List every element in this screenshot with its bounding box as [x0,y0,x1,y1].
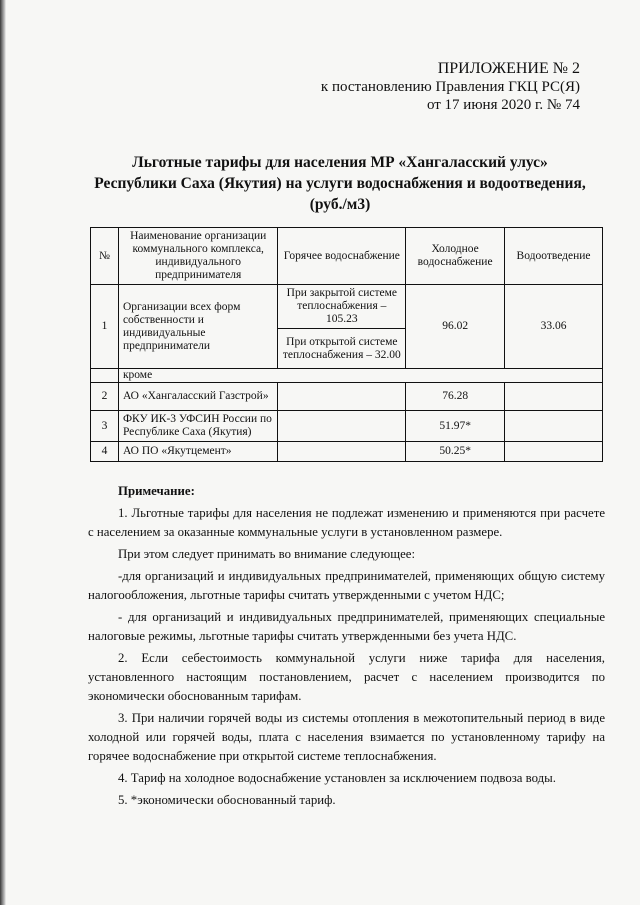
header-drain: Водоотведение [505,228,603,285]
note-paragraph: - для организаций и индивидуальных предпринимателей, применяющих специальные налоговые режимы, льготные тарифы считать утвержденными без учета НДС. [88,610,605,643]
row2-cold: 76.28 [406,383,505,411]
row1-drain: 33.06 [505,285,603,369]
document-title [90,152,590,215]
appendix-number: ПРИЛОЖЕНИЕ № 2 [437,60,580,77]
note-paragraph: 2. Если себестоимость коммунальной услуги ниже тарифа для населения, установленного настоящим постановлением, расчет с населением производится по экономически обоснованным тарифам. [88,651,605,703]
tariff-table [90,227,603,462]
note-paragraph: -для организаций и индивидуальных предпринимателей, применяющих общую систему налогообложения, льготные тарифы считать утвержденными с учетом НДС; [88,569,605,602]
note-paragraph: 5. *экономически обоснованный тариф. [118,793,336,807]
row2-drain [505,383,603,411]
row4-org: АО ПО «Якутцемент» [118,442,278,462]
row2-org: АО «Хангаласский Газстрой» [118,383,278,411]
table-row [91,285,603,329]
row3-drain [505,411,603,442]
table-row [91,411,603,442]
table-header-row [91,228,603,285]
row3-num: 3 [91,411,119,442]
row4-cold: 50.25* [406,442,505,462]
note-paragraph: При этом следует принимать во внимание следующее: [118,547,415,561]
row3-hot [278,411,406,442]
row1-hot-closed: При закрытой системе теплоснабжения – 105.23 [278,285,406,329]
row1-cold: 96.02 [406,285,505,369]
header-hot: Горячее водоснабжение [278,228,406,285]
row3-org: ФКУ ИК-3 УФСИН России по Республике Саха (Якутия) [118,411,278,442]
title-line-1: Льготные тарифы для населения МР «Хангаласский улус» [132,154,548,171]
row4-hot [278,442,406,462]
notes-heading: Примечание: [118,484,195,498]
title-line-2: Республики Саха (Якутия) на услуги водоснабжения и водоотведения, [94,175,586,192]
row2-num: 2 [91,383,119,411]
row2-hot [278,383,406,411]
table-row [91,369,603,383]
appendix-date: от 17 июня 2020 г. № 74 [426,97,580,113]
appendix-header [321,60,580,114]
title-line-3: (руб./м3) [309,196,371,213]
header-cold: Холодное водоснабжение [406,228,505,285]
row4-num: 4 [91,442,119,462]
row3-cold: 51.97* [406,411,505,442]
row1-org: Организации всех форм собственности и индивидуальные предприниматели [118,285,278,369]
header-org: Наименование организации коммунального комплекса, индивидуального предпринимателя [118,228,278,285]
note-paragraph: 4. Тариф на холодное водоснабжение установлен за исключением подвоза воды. [118,771,556,785]
table-row [91,442,603,462]
note-paragraph: 3. При наличии горячей воды из системы отопления в межотопительный период в виде холодной или горячей воды, плата с населения взимается по установленному тарифу на горячее водоснабжение при открытой системе теплоснабжения. [88,711,605,763]
except-label: кроме [118,369,602,383]
row1-hot-open: При открытой системе теплоснабжения – 32.00 [278,329,406,369]
header-num: № [91,228,119,285]
note-paragraph: 1. Льготные тарифы для населения не подлежат изменению и применяются при расчете с населением за оказанные коммунальные услуги в установленном размере. [88,506,605,539]
appendix-resolution: к постановлению Правления ГКЦ РС(Я) [320,79,580,95]
except-num [91,369,119,383]
table-row [91,383,603,411]
scan-edge [0,0,6,905]
row4-drain [505,442,603,462]
notes-section [88,482,605,813]
row1-num: 1 [91,285,119,369]
